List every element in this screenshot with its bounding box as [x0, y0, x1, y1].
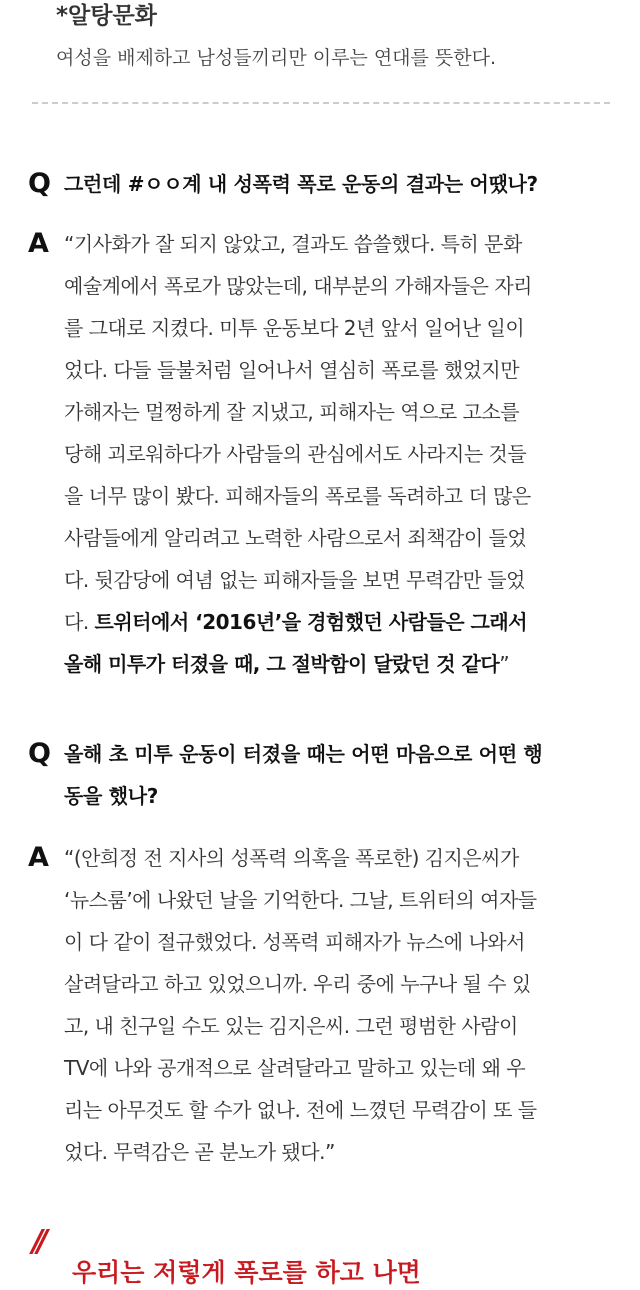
answer-text: 를 그대로 지켰다. 미투 운동보다 2년 앞서 일어난 일이 — [64, 316, 525, 340]
answer-text: 리는 아무것도 할 수가 없나. 전에 느꼈던 무력감이 또 들 — [64, 1098, 537, 1122]
answer-text: 었다. 무력감은 곧 분노가 됐다.” — [64, 1140, 335, 1164]
answer-line — [64, 434, 526, 474]
closing-quote: ” — [499, 652, 510, 676]
answer-line — [64, 1132, 335, 1172]
question-text: 동을 했나? — [64, 784, 159, 808]
answer-line — [64, 518, 526, 558]
answer-line — [64, 644, 509, 684]
answer-text: 이 다 같이 절규했었다. 성폭력 피해자가 뉴스에 나와서 — [64, 930, 525, 954]
answer-text: 당해 괴로워하다가 사람들의 관심에서도 사라지는 것들 — [64, 442, 527, 466]
answer-emphasis: 트위터에서 ‘2016년’을 경험했던 사람들은 그래서 — [94, 610, 528, 634]
answer-line — [64, 476, 531, 516]
answer-text: 다. — [64, 610, 95, 634]
dashed-divider — [32, 102, 610, 104]
answer-text: 가해자는 멀쩡하게 잘 지냈고, 피해자는 역으로 고소를 — [64, 400, 520, 424]
answer-line — [64, 1048, 525, 1088]
question-text: 올해 초 미투 운동이 터졌을 때는 어떤 마음으로 어떤 행 — [64, 742, 543, 766]
answer-line — [64, 602, 527, 642]
answer-emphasis: 올해 미투가 터졌을 때, 그 절박함이 달랐던 것 같다 — [64, 652, 500, 676]
answer-marker: A — [28, 228, 49, 259]
question-marker: Q — [28, 738, 51, 769]
answer-line — [64, 224, 522, 264]
answer-line — [64, 1006, 518, 1046]
section-heading: 우리는 저렇게 폭로를 하고 나면 — [72, 1258, 421, 1287]
answer-text: “기사화가 잘 되지 않았고, 결과도 씁쓸했다. 특히 문화 — [64, 232, 522, 256]
answer-text: 예술계에서 폭로가 많았는데, 대부분의 가해자들은 자리 — [64, 274, 533, 298]
answer-text: 었다. 다들 들불처럼 일어나서 열심히 폭로를 했었지만 — [64, 358, 520, 382]
answer-text: TV에 나와 공개적으로 살려달라고 말하고 있는데 왜 우 — [64, 1056, 526, 1080]
answer-text: 다. 뒷감당에 여념 없는 피해자들을 보면 무력감만 들었 — [64, 568, 525, 592]
answer-text: “(안희정 전 지사의 성폭력 의혹을 폭로한) 김지은씨가 — [64, 846, 519, 870]
answer-line — [64, 880, 537, 920]
answer-line — [64, 838, 519, 878]
answer-line — [64, 964, 531, 1004]
answer-line — [64, 392, 519, 432]
answer-text: 사람들에게 알리려고 노력한 사람으로서 죄책감이 들었 — [64, 526, 527, 550]
footnote-description: 여성을 배제하고 남성들끼리만 이루는 연대를 뜻한다. — [56, 47, 497, 69]
answer-line — [64, 1090, 537, 1130]
answer-line — [64, 922, 525, 962]
answer-text: 살려달라고 하고 있었으니까. 우리 중에 누구나 될 수 있 — [64, 972, 531, 996]
answer-line — [64, 350, 519, 390]
footnote-title: *알탕문화 — [56, 3, 157, 29]
answer-text: ‘뉴스룸’에 나왔던 날을 기억한다. 그날, 트위터의 여자들 — [64, 888, 537, 912]
answer-line — [64, 560, 525, 600]
answer-marker: A — [28, 842, 49, 873]
answer-line — [64, 308, 524, 348]
answer-line — [64, 266, 532, 306]
question-marker: Q — [28, 168, 51, 199]
answer-text: 을 너무 많이 봤다. 피해자들의 폭로를 독려하고 더 많은 — [64, 484, 531, 508]
question-text: 그런데 #ㅇㅇ계 내 성폭력 폭로 운동의 결과는 어땠나? — [64, 172, 538, 196]
answer-text: 고, 내 친구일 수도 있는 김지은씨. 그런 평범한 사람이 — [64, 1014, 518, 1038]
section-marker: // — [32, 1224, 42, 1259]
